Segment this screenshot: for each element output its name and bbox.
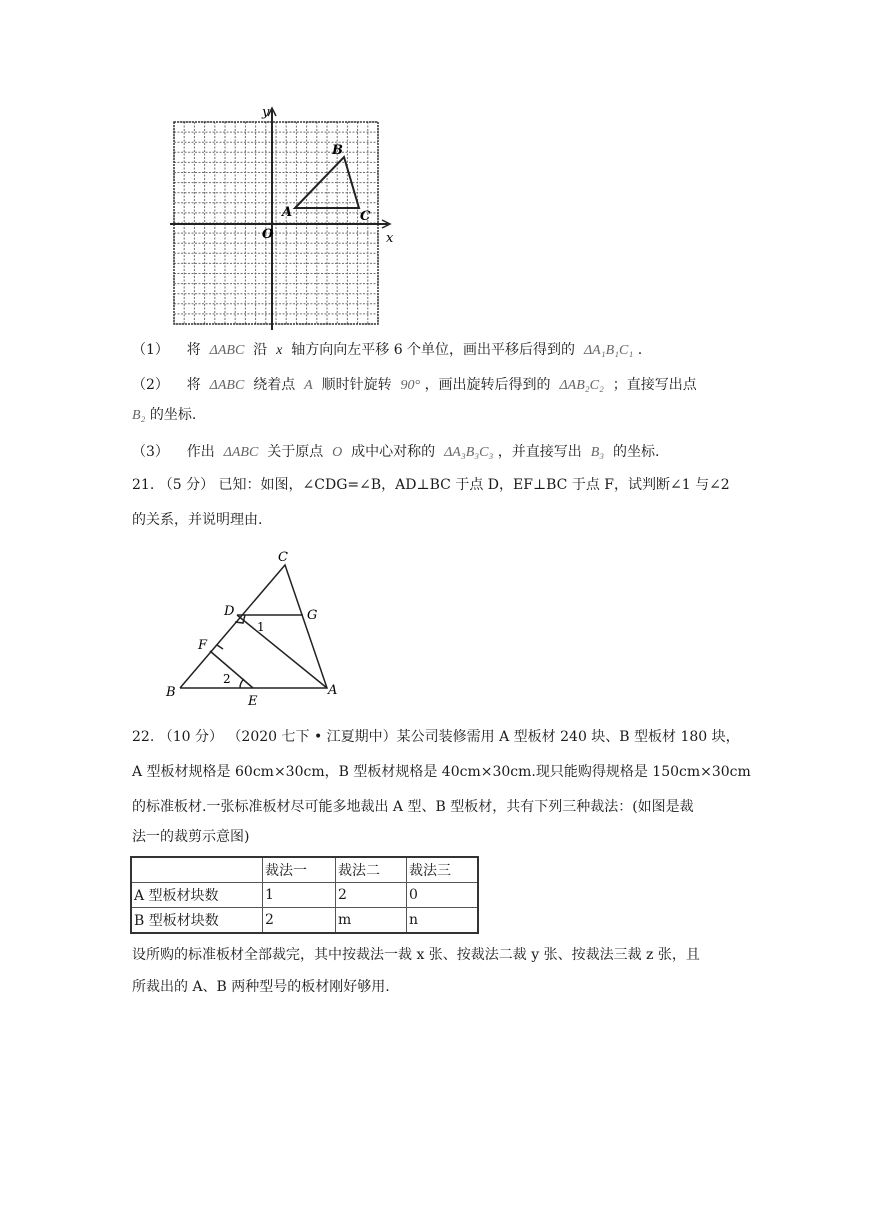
q20-part2: （2） 将 ΔABC 绕着点 A 顺时针旋转 90° ，画出旋转后得到的 ΔAB₂C₂ ；直接写出点 — [132, 377, 697, 393]
q22-line2: A 型板材规格是 60cm×30cm，B 型板材规格是 40cm×30cm.现只能购得规格是 150cm×30cm — [132, 764, 751, 780]
table-header-cell: 裁法一 — [263, 857, 336, 883]
label-two: 2 — [223, 672, 231, 686]
table-cell: B 型板材块数 — [131, 908, 263, 934]
table-cell: A 型板材块数 — [131, 883, 263, 908]
table-cell: 2 — [336, 883, 407, 908]
q20-part3: （3） 作出 ΔABC 关于原点 O 成中心对称的 ΔA₃B₃C₃ ，并直接写出 B₃ 的坐标. — [132, 444, 660, 460]
table-header-cell — [131, 857, 263, 883]
coordinate-grid-figure — [160, 100, 400, 330]
point-b-label: B — [332, 143, 343, 158]
label-d: D — [224, 604, 235, 619]
triangle-figure — [160, 545, 360, 710]
q22-line1: 22. （10 分） （2020 七下 • 江夏期中）某公司装修需用 A 型板材 240 块、B 型板材 180 块， — [132, 729, 740, 745]
q20-part1: （1） 将 ΔABC 沿 x 轴方向向左平移 6 个单位，画出平移后得到的 ΔA₁B₁C₁ . — [132, 342, 643, 358]
table-cell: 1 — [263, 883, 336, 908]
label-c: C — [278, 550, 288, 565]
table-header-cell: 裁法三 — [407, 857, 479, 883]
q21-line2: 的关系，并说明理由. — [132, 512, 263, 528]
table-cell: 0 — [407, 883, 479, 908]
label-a: A — [328, 683, 338, 698]
table-cell: n — [407, 908, 479, 934]
table-cell: m — [336, 908, 407, 934]
table-row — [131, 883, 478, 908]
label-f: F — [198, 638, 208, 653]
q22-after2: 所裁出的 A、B 两种型号的板材刚好够用. — [132, 979, 390, 995]
q20-part2-cont: B₂ 的坐标. — [132, 407, 197, 423]
cutting-methods-table — [130, 856, 479, 934]
table-header-cell: 裁法二 — [336, 857, 407, 883]
point-c-label: C — [360, 209, 371, 224]
label-g: G — [307, 608, 318, 623]
table-row — [131, 908, 478, 934]
origin-label: O — [262, 227, 274, 242]
table-header-row — [131, 857, 478, 883]
x-axis-label: x — [386, 231, 394, 246]
q21-line1: 21. （5 分） 已知：如图，∠CDG=∠B，AD⊥BC 于点 D，EF⊥BC 于点 F，试判断∠1 与∠2 — [132, 477, 730, 493]
q22-line3: 的标准板材.一张标准板材尽可能多地裁出 A 型、B 型板材，共有下列三种裁法：(如图是裁 — [132, 799, 694, 815]
q22-line4: 法一的裁剪示意图) — [132, 829, 250, 845]
q22-after1: 设所购的标准板材全部裁完，其中按裁法一裁 x 张、按裁法二裁 y 张、按裁法三裁 z 张，且 — [132, 947, 700, 963]
label-b: B — [166, 685, 176, 700]
point-a-label: A — [282, 205, 293, 220]
y-axis-label: y — [262, 105, 270, 120]
table-cell: 2 — [263, 908, 336, 934]
label-e: E — [248, 694, 258, 709]
label-one: 1 — [257, 620, 265, 634]
